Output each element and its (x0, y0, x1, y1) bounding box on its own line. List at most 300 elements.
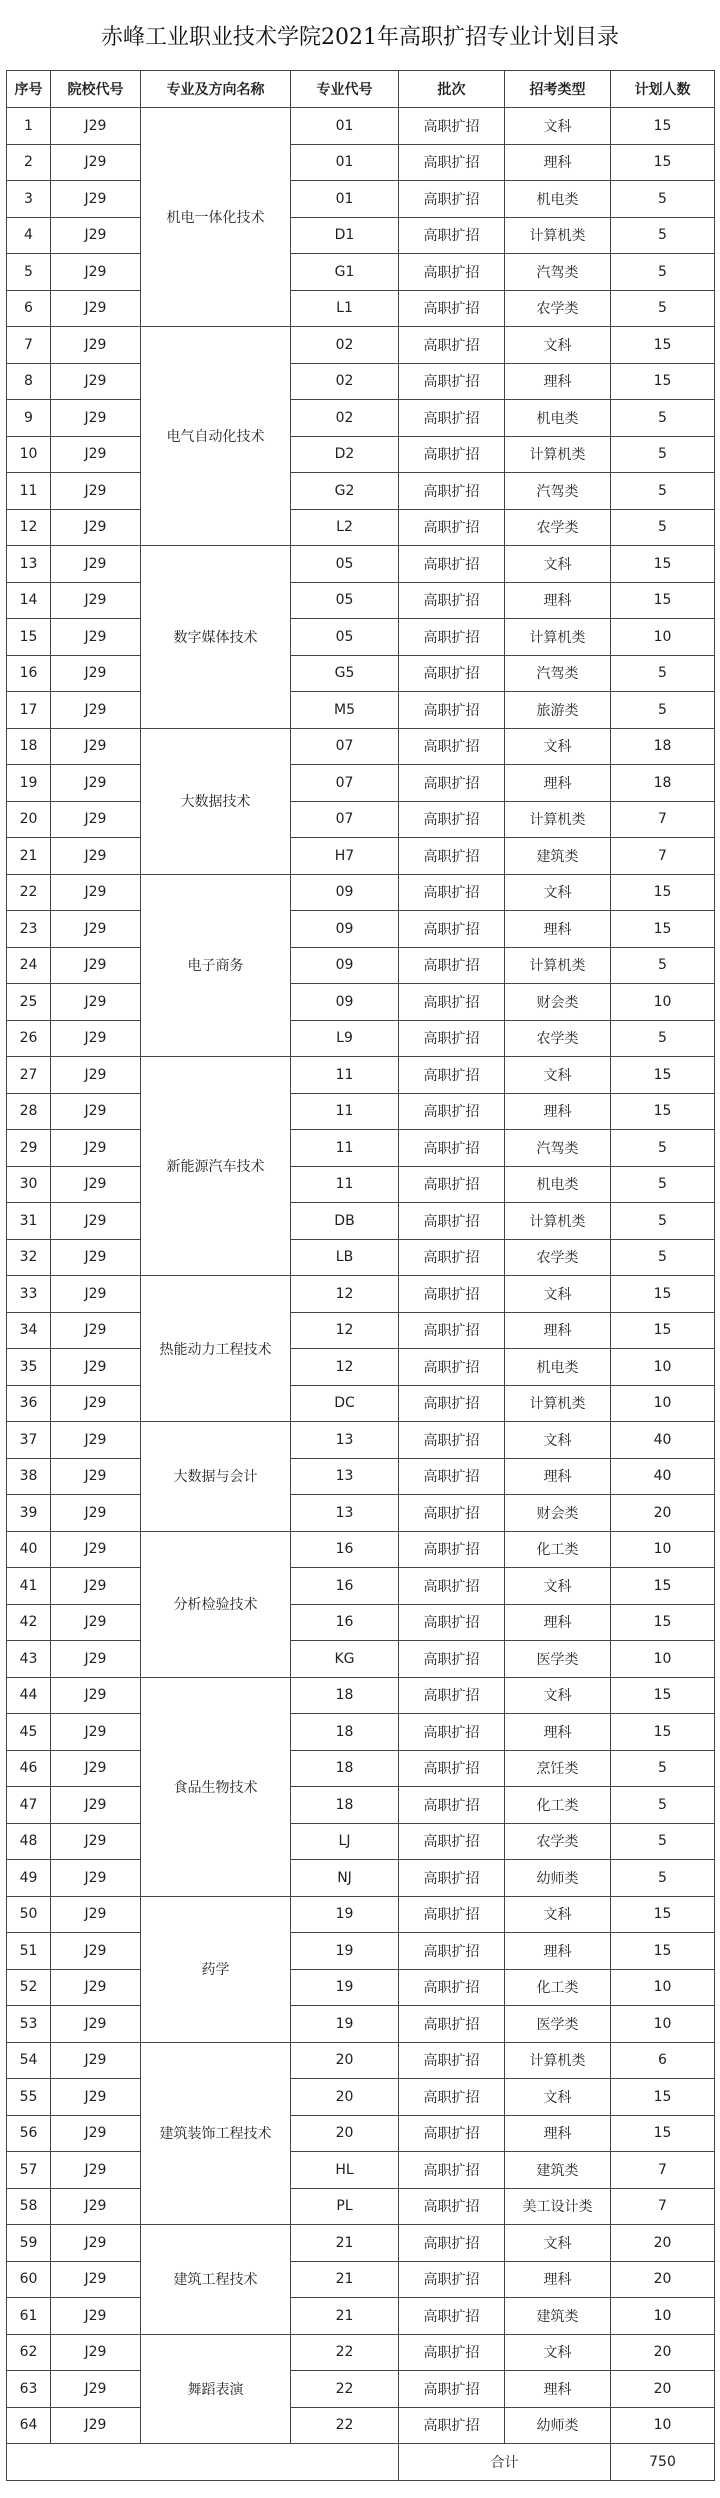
row-plan-count: 10 (611, 1385, 715, 1422)
row-no: 16 (7, 655, 51, 692)
row-batch: 高职扩招 (399, 1130, 505, 1167)
row-exam-type: 理科 (505, 2371, 611, 2408)
row-batch: 高职扩招 (399, 181, 505, 218)
row-major-code: DC (291, 1385, 399, 1422)
row-plan-count: 15 (611, 1568, 715, 1605)
row-school-code: J29 (51, 254, 141, 291)
row-batch: 高职扩招 (399, 1714, 505, 1751)
row-no: 60 (7, 2261, 51, 2298)
row-no: 30 (7, 1166, 51, 1203)
row-school-code: J29 (51, 728, 141, 765)
row-batch: 高职扩招 (399, 2188, 505, 2225)
row-plan-count: 15 (611, 546, 715, 583)
row-batch: 高职扩招 (399, 2225, 505, 2262)
row-major-code: D1 (291, 217, 399, 254)
row-batch: 高职扩招 (399, 874, 505, 911)
row-no: 6 (7, 290, 51, 327)
row-no: 15 (7, 619, 51, 656)
row-batch: 高职扩招 (399, 1677, 505, 1714)
row-no: 59 (7, 2225, 51, 2262)
table-row (7, 1787, 715, 1824)
row-no: 27 (7, 1057, 51, 1094)
row-batch: 高职扩招 (399, 1933, 505, 1970)
header-row (7, 71, 715, 108)
row-batch: 高职扩招 (399, 582, 505, 619)
row-school-code: J29 (51, 436, 141, 473)
table-row (7, 1823, 715, 1860)
table-row (7, 509, 715, 546)
row-exam-type: 农学类 (505, 1239, 611, 1276)
table-row (7, 2006, 715, 2043)
row-plan-count: 10 (611, 2298, 715, 2335)
row-exam-type: 财会类 (505, 1495, 611, 1532)
row-exam-type: 文科 (505, 2079, 611, 2116)
row-exam-type: 文科 (505, 1677, 611, 1714)
table-row (7, 801, 715, 838)
row-no: 29 (7, 1130, 51, 1167)
row-batch: 高职扩招 (399, 1860, 505, 1897)
row-major-code: 01 (291, 181, 399, 218)
header-school-code: 院校代号 (51, 71, 141, 108)
row-plan-count: 15 (611, 1677, 715, 1714)
row-major-code: 11 (291, 1093, 399, 1130)
row-no: 53 (7, 2006, 51, 2043)
row-major-code: 19 (291, 1969, 399, 2006)
table-row (7, 436, 715, 473)
row-exam-type: 农学类 (505, 1020, 611, 1057)
row-exam-type: 幼师类 (505, 2407, 611, 2444)
row-plan-count: 5 (611, 254, 715, 291)
row-batch: 高职扩招 (399, 1458, 505, 1495)
table-row (7, 2298, 715, 2335)
row-no: 33 (7, 1276, 51, 1313)
row-plan-count: 10 (611, 1641, 715, 1678)
row-school-code: J29 (51, 1166, 141, 1203)
row-major-code: L2 (291, 509, 399, 546)
row-major-code: 21 (291, 2261, 399, 2298)
row-school-code: J29 (51, 1860, 141, 1897)
row-exam-type: 计算机类 (505, 436, 611, 473)
row-major-code: 02 (291, 400, 399, 437)
row-plan-count: 20 (611, 1495, 715, 1532)
row-exam-type: 文科 (505, 1057, 611, 1094)
row-no: 26 (7, 1020, 51, 1057)
header-major: 专业及方向名称 (141, 71, 291, 108)
table-row (7, 1969, 715, 2006)
row-plan-count: 5 (611, 509, 715, 546)
row-major-code: 05 (291, 619, 399, 656)
table-row (7, 1495, 715, 1532)
row-school-code: J29 (51, 655, 141, 692)
row-major-code: 09 (291, 947, 399, 984)
row-major-code: 02 (291, 327, 399, 364)
row-school-code: J29 (51, 692, 141, 729)
row-school-code: J29 (51, 400, 141, 437)
row-no: 41 (7, 1568, 51, 1605)
row-exam-type: 医学类 (505, 2006, 611, 2043)
row-school-code: J29 (51, 144, 141, 181)
row-school-code: J29 (51, 801, 141, 838)
row-batch: 高职扩招 (399, 619, 505, 656)
row-school-code: J29 (51, 2115, 141, 2152)
row-exam-type: 理科 (505, 1933, 611, 1970)
row-school-code: J29 (51, 1203, 141, 1240)
row-batch: 高职扩招 (399, 984, 505, 1021)
row-major: 数字媒体技术 (141, 546, 291, 729)
row-plan-count: 18 (611, 765, 715, 802)
row-batch: 高职扩招 (399, 1276, 505, 1313)
row-plan-count: 5 (611, 1860, 715, 1897)
row-major-code: 16 (291, 1568, 399, 1605)
row-plan-count: 5 (611, 1130, 715, 1167)
row-plan-count: 5 (611, 655, 715, 692)
row-no: 18 (7, 728, 51, 765)
row-exam-type: 理科 (505, 363, 611, 400)
table-row (7, 1312, 715, 1349)
row-exam-type: 文科 (505, 1896, 611, 1933)
row-no: 7 (7, 327, 51, 364)
row-no: 8 (7, 363, 51, 400)
table-row (7, 1276, 715, 1313)
row-school-code: J29 (51, 619, 141, 656)
row-batch: 高职扩招 (399, 327, 505, 364)
row-batch: 高职扩招 (399, 801, 505, 838)
row-major-code: 12 (291, 1276, 399, 1313)
table-row (7, 2042, 715, 2079)
row-major-code: G1 (291, 254, 399, 291)
total-value: 750 (611, 2444, 715, 2481)
row-major-code: HL (291, 2152, 399, 2189)
row-major: 舞蹈表演 (141, 2334, 291, 2444)
row-major-code: 05 (291, 582, 399, 619)
row-major-code: 21 (291, 2225, 399, 2262)
row-batch: 高职扩招 (399, 2115, 505, 2152)
row-no: 61 (7, 2298, 51, 2335)
row-no: 24 (7, 947, 51, 984)
row-school-code: J29 (51, 2407, 141, 2444)
row-school-code: J29 (51, 1093, 141, 1130)
table-row (7, 2371, 715, 2408)
row-plan-count: 40 (611, 1458, 715, 1495)
row-no: 10 (7, 436, 51, 473)
row-batch: 高职扩招 (399, 2407, 505, 2444)
row-batch: 高职扩招 (399, 2334, 505, 2371)
row-plan-count: 15 (611, 1933, 715, 1970)
row-exam-type: 文科 (505, 1422, 611, 1459)
table-row (7, 1568, 715, 1605)
row-batch: 高职扩招 (399, 473, 505, 510)
table-row (7, 2407, 715, 2444)
row-school-code: J29 (51, 2042, 141, 2079)
row-major: 新能源汽车技术 (141, 1057, 291, 1276)
row-major-code: G5 (291, 655, 399, 692)
row-plan-count: 10 (611, 1969, 715, 2006)
row-no: 47 (7, 1787, 51, 1824)
row-no: 40 (7, 1531, 51, 1568)
row-major-code: 20 (291, 2042, 399, 2079)
total-row (7, 2444, 715, 2481)
row-no: 19 (7, 765, 51, 802)
table-row (7, 1933, 715, 1970)
table-row (7, 1750, 715, 1787)
row-plan-count: 15 (611, 1057, 715, 1094)
row-school-code: J29 (51, 1933, 141, 1970)
row-plan-count: 20 (611, 2225, 715, 2262)
row-batch: 高职扩招 (399, 2042, 505, 2079)
row-school-code: J29 (51, 1714, 141, 1751)
row-plan-count: 20 (611, 2261, 715, 2298)
row-no: 2 (7, 144, 51, 181)
row-school-code: J29 (51, 2079, 141, 2116)
row-no: 64 (7, 2407, 51, 2444)
table-row (7, 1020, 715, 1057)
row-major-code: 05 (291, 546, 399, 583)
row-plan-count: 15 (611, 1276, 715, 1313)
row-no: 32 (7, 1239, 51, 1276)
table-row (7, 1604, 715, 1641)
row-major-code: 19 (291, 1933, 399, 1970)
header-major-code: 专业代号 (291, 71, 399, 108)
row-no: 21 (7, 838, 51, 875)
row-exam-type: 文科 (505, 728, 611, 765)
row-major-code: 22 (291, 2407, 399, 2444)
row-school-code: J29 (51, 181, 141, 218)
row-major-code: 11 (291, 1057, 399, 1094)
row-major-code: 12 (291, 1349, 399, 1386)
row-major: 大数据技术 (141, 728, 291, 874)
row-batch: 高职扩招 (399, 1057, 505, 1094)
row-plan-count: 7 (611, 801, 715, 838)
row-exam-type: 计算机类 (505, 801, 611, 838)
row-exam-type: 计算机类 (505, 947, 611, 984)
row-plan-count: 7 (611, 838, 715, 875)
row-plan-count: 15 (611, 911, 715, 948)
row-batch: 高职扩招 (399, 1604, 505, 1641)
row-batch: 高职扩招 (399, 2298, 505, 2335)
row-plan-count: 5 (611, 290, 715, 327)
row-major-code: DB (291, 1203, 399, 1240)
row-school-code: J29 (51, 108, 141, 145)
row-plan-count: 10 (611, 2006, 715, 2043)
row-exam-type: 机电类 (505, 1349, 611, 1386)
row-major-code: 13 (291, 1495, 399, 1532)
row-batch: 高职扩招 (399, 1166, 505, 1203)
row-school-code: J29 (51, 509, 141, 546)
row-major: 建筑工程技术 (141, 2225, 291, 2335)
row-major-code: 01 (291, 144, 399, 181)
row-no: 51 (7, 1933, 51, 1970)
row-major-code: L9 (291, 1020, 399, 1057)
row-school-code: J29 (51, 2152, 141, 2189)
row-batch: 高职扩招 (399, 1422, 505, 1459)
table-row (7, 144, 715, 181)
row-exam-type: 农学类 (505, 1823, 611, 1860)
row-plan-count: 7 (611, 2188, 715, 2225)
row-batch: 高职扩招 (399, 1203, 505, 1240)
row-plan-count: 20 (611, 2371, 715, 2408)
row-major-code: 13 (291, 1422, 399, 1459)
row-plan-count: 15 (611, 1714, 715, 1751)
row-plan-count: 5 (611, 400, 715, 437)
row-major-code: 11 (291, 1166, 399, 1203)
row-school-code: J29 (51, 1020, 141, 1057)
row-no: 52 (7, 1969, 51, 2006)
row-batch: 高职扩招 (399, 1020, 505, 1057)
row-school-code: J29 (51, 2188, 141, 2225)
row-plan-count: 10 (611, 984, 715, 1021)
row-major-code: 19 (291, 2006, 399, 2043)
row-exam-type: 文科 (505, 2334, 611, 2371)
row-batch: 高职扩招 (399, 838, 505, 875)
row-no: 14 (7, 582, 51, 619)
row-exam-type: 农学类 (505, 509, 611, 546)
row-major-code: 22 (291, 2334, 399, 2371)
table-row (7, 2115, 715, 2152)
row-major: 热能动力工程技术 (141, 1276, 291, 1422)
row-exam-type: 化工类 (505, 1969, 611, 2006)
row-exam-type: 理科 (505, 1093, 611, 1130)
table-row (7, 217, 715, 254)
table-row (7, 1860, 715, 1897)
table-row (7, 1093, 715, 1130)
table-row (7, 254, 715, 291)
row-major-code: H7 (291, 838, 399, 875)
row-plan-count: 5 (611, 473, 715, 510)
row-exam-type: 建筑类 (505, 2152, 611, 2189)
row-school-code: J29 (51, 1130, 141, 1167)
row-no: 54 (7, 2042, 51, 2079)
row-school-code: J29 (51, 290, 141, 327)
row-school-code: J29 (51, 1896, 141, 1933)
row-exam-type: 幼师类 (505, 1860, 611, 1897)
row-exam-type: 理科 (505, 1312, 611, 1349)
row-exam-type: 机电类 (505, 400, 611, 437)
row-exam-type: 计算机类 (505, 217, 611, 254)
row-no: 1 (7, 108, 51, 145)
row-school-code: J29 (51, 1057, 141, 1094)
table-row (7, 1239, 715, 1276)
row-exam-type: 汽驾类 (505, 473, 611, 510)
row-school-code: J29 (51, 582, 141, 619)
row-plan-count: 15 (611, 1896, 715, 1933)
row-school-code: J29 (51, 874, 141, 911)
row-major-code: 09 (291, 984, 399, 1021)
row-exam-type: 计算机类 (505, 1385, 611, 1422)
row-batch: 高职扩招 (399, 2079, 505, 2116)
page-title: 赤峰工业职业技术学院2021年高职扩招专业计划目录 (101, 24, 619, 50)
row-school-code: J29 (51, 2298, 141, 2335)
row-exam-type: 理科 (505, 911, 611, 948)
row-batch: 高职扩招 (399, 1349, 505, 1386)
row-exam-type: 计算机类 (505, 619, 611, 656)
row-exam-type: 文科 (505, 546, 611, 583)
row-major: 建筑装饰工程技术 (141, 2042, 291, 2225)
row-no: 63 (7, 2371, 51, 2408)
row-plan-count: 15 (611, 582, 715, 619)
row-batch: 高职扩招 (399, 363, 505, 400)
row-batch: 高职扩招 (399, 1787, 505, 1824)
row-school-code: J29 (51, 1604, 141, 1641)
row-plan-count: 15 (611, 144, 715, 181)
row-no: 44 (7, 1677, 51, 1714)
row-school-code: J29 (51, 1641, 141, 1678)
row-exam-type: 机电类 (505, 1166, 611, 1203)
table-row (7, 1422, 715, 1459)
row-exam-type: 文科 (505, 874, 611, 911)
table-row (7, 874, 715, 911)
table-row (7, 2261, 715, 2298)
row-plan-count: 10 (611, 619, 715, 656)
row-plan-count: 5 (611, 692, 715, 729)
row-school-code: J29 (51, 1531, 141, 1568)
table-row (7, 911, 715, 948)
row-plan-count: 7 (611, 2152, 715, 2189)
row-plan-count: 15 (611, 327, 715, 364)
row-batch: 高职扩招 (399, 217, 505, 254)
row-school-code: J29 (51, 1677, 141, 1714)
table-row (7, 1458, 715, 1495)
table-row (7, 546, 715, 583)
row-batch: 高职扩招 (399, 1969, 505, 2006)
row-no: 3 (7, 181, 51, 218)
row-plan-count: 5 (611, 1020, 715, 1057)
row-exam-type: 化工类 (505, 1787, 611, 1824)
row-no: 28 (7, 1093, 51, 1130)
table-row (7, 2079, 715, 2116)
row-school-code: J29 (51, 327, 141, 364)
row-major: 分析检验技术 (141, 1531, 291, 1677)
row-major-code: LB (291, 1239, 399, 1276)
row-major-code: 13 (291, 1458, 399, 1495)
row-no: 23 (7, 911, 51, 948)
row-major-code: 18 (291, 1750, 399, 1787)
row-major-code: 18 (291, 1787, 399, 1824)
row-batch: 高职扩招 (399, 400, 505, 437)
row-exam-type: 烹饪类 (505, 1750, 611, 1787)
row-batch: 高职扩招 (399, 911, 505, 948)
row-plan-count: 5 (611, 1750, 715, 1787)
row-school-code: J29 (51, 473, 141, 510)
table-row (7, 1385, 715, 1422)
row-school-code: J29 (51, 984, 141, 1021)
table-row (7, 1641, 715, 1678)
row-no: 56 (7, 2115, 51, 2152)
row-no: 31 (7, 1203, 51, 1240)
row-plan-count: 15 (611, 1093, 715, 1130)
row-exam-type: 理科 (505, 1604, 611, 1641)
table-row (7, 947, 715, 984)
row-school-code: J29 (51, 765, 141, 802)
row-exam-type: 文科 (505, 327, 611, 364)
table-row (7, 984, 715, 1021)
row-plan-count: 15 (611, 1604, 715, 1641)
row-major-code: L1 (291, 290, 399, 327)
row-plan-count: 10 (611, 1531, 715, 1568)
row-exam-type: 理科 (505, 2261, 611, 2298)
row-no: 13 (7, 546, 51, 583)
row-school-code: J29 (51, 1823, 141, 1860)
row-batch: 高职扩招 (399, 2152, 505, 2189)
row-batch: 高职扩招 (399, 1495, 505, 1532)
row-exam-type: 理科 (505, 2115, 611, 2152)
row-school-code: J29 (51, 1276, 141, 1313)
row-exam-type: 汽驾类 (505, 1130, 611, 1167)
row-batch: 高职扩招 (399, 2261, 505, 2298)
row-exam-type: 旅游类 (505, 692, 611, 729)
row-batch: 高职扩招 (399, 655, 505, 692)
row-no: 62 (7, 2334, 51, 2371)
row-exam-type: 计算机类 (505, 1203, 611, 1240)
